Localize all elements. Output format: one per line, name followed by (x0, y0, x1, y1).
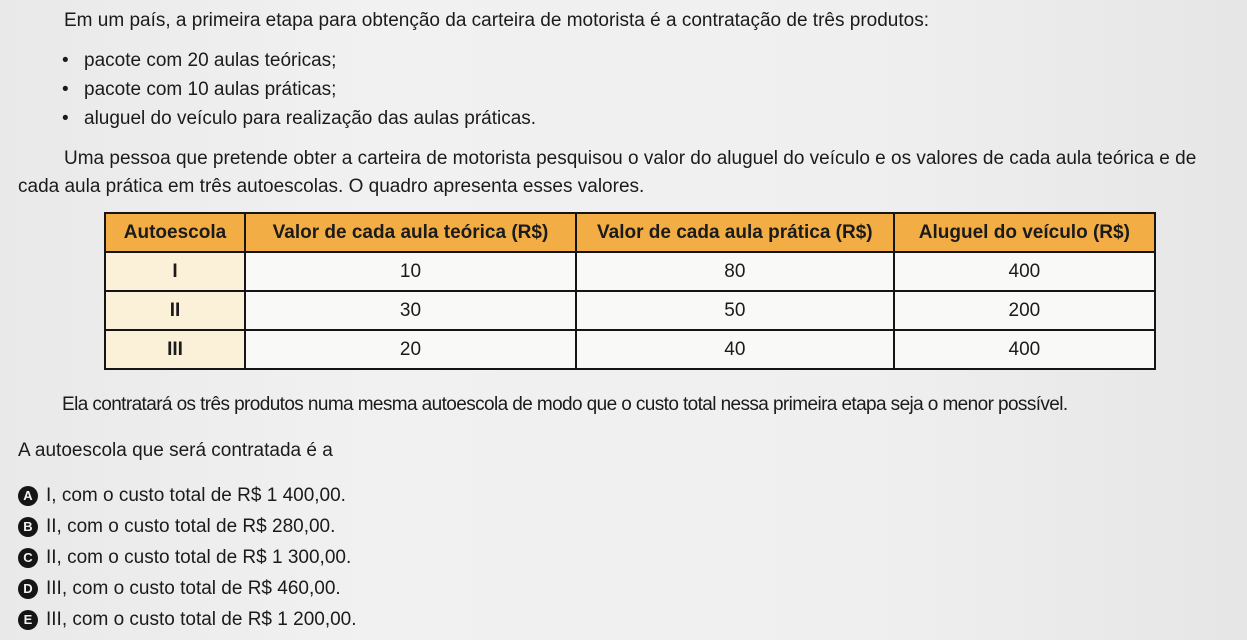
list-item-text: aluguel do veículo para realização das aulas práticas. (84, 108, 537, 129)
list-item (62, 75, 536, 104)
table-cell: 30 (245, 291, 576, 330)
answer-option-d[interactable] (18, 573, 357, 604)
column-header-practice: Valor de cada aula prática (R$) (576, 213, 894, 252)
option-text: II, com o custo total de R$ 280,00. (46, 516, 336, 537)
column-header-rental: Aluguel do veículo (R$) (894, 213, 1155, 252)
table-cell: 40 (576, 330, 894, 369)
option-letter-icon: E (18, 610, 38, 630)
table-cell: II (105, 291, 245, 330)
table-cell: 10 (245, 252, 576, 291)
option-letter-icon: B (18, 517, 38, 537)
table-cell: 50 (576, 291, 894, 330)
option-text: I, com o custo total de R$ 1 400,00. (46, 485, 346, 506)
table-cell: 400 (894, 330, 1155, 369)
context-paragraph (18, 145, 1240, 201)
table-cell: III (105, 330, 245, 369)
column-header-theory: Valor de cada aula teórica (R$) (245, 213, 576, 252)
conclusion-text: Ela contratará os três produtos numa mesma autoescola de modo que o custo total nessa primeira etapa seja o menor possível. (62, 394, 1068, 415)
price-table (104, 212, 1156, 370)
table-cell: 400 (894, 252, 1155, 291)
option-text: III, com o custo total de R$ 460,00. (46, 578, 341, 599)
table-row (105, 330, 1155, 369)
list-item (62, 46, 536, 75)
table-cell: I (105, 252, 245, 291)
column-header-autoescola: Autoescola (105, 213, 245, 252)
table-cell: 80 (576, 252, 894, 291)
table-header-row (105, 213, 1155, 252)
option-letter-icon: D (18, 579, 38, 599)
list-item-text: pacote com 10 aulas práticas; (84, 79, 337, 100)
option-letter-icon: A (18, 486, 38, 506)
question-text: A autoescola que será contratada é a (18, 440, 333, 461)
answer-options (18, 480, 357, 635)
answer-option-c[interactable] (18, 542, 357, 573)
answer-option-e[interactable] (18, 604, 357, 635)
table-row (105, 291, 1155, 330)
product-list (62, 46, 536, 133)
bullet-icon: • (62, 108, 69, 129)
option-letter-icon: C (18, 548, 38, 568)
table-cell: 200 (894, 291, 1155, 330)
bullet-icon: • (62, 50, 69, 71)
table-row (105, 252, 1155, 291)
intro-text: Em um país, a primeira etapa para obtenção da carteira de motorista é a contratação de três produtos: (64, 10, 929, 31)
paragraph-text: Uma pessoa que pretende obter a carteira de motorista pesquisou o valor do aluguel do veículo e os valores de cada aula teórica e de cada aula prática em três autoescolas. O quadro apresenta esses valores. (18, 148, 1197, 197)
option-text: II, com o custo total de R$ 1 300,00. (46, 547, 352, 568)
list-item-text: pacote com 20 aulas teóricas; (84, 50, 337, 71)
option-text: III, com o custo total de R$ 1 200,00. (46, 609, 357, 630)
table-cell: 20 (245, 330, 576, 369)
list-item (62, 104, 536, 133)
answer-option-a[interactable] (18, 480, 357, 511)
bullet-icon: • (62, 79, 69, 100)
answer-option-b[interactable] (18, 511, 357, 542)
